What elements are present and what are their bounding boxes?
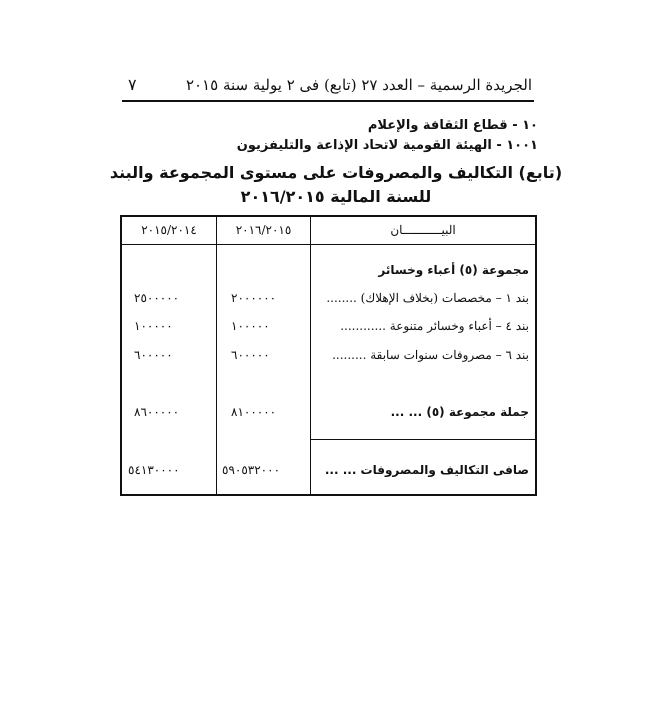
fiscal-year-title: للسنة المالية ٢٠١٦/٢٠١٥: [240, 187, 432, 206]
table-title: (تابع) التكاليف والمصروفات على مستوى المجموعة والبند: [109, 163, 563, 182]
grand-total-2015: ٥٤١٣٠٠٠٠: [128, 463, 180, 477]
budget-table: [120, 215, 537, 496]
row-description: بند ٦ – مصروفات سنوات سابقة .........: [332, 348, 529, 362]
grand-total-divider: [310, 439, 535, 440]
gazette-header: الجريدة الرسمية – العدد ٢٧ (تابع) فى ٢ يولية سنة ٢٠١٥: [185, 76, 532, 94]
column-header-2016: ٢٠١٦/٢٠١٥: [235, 223, 292, 237]
column-header-2015: ٢٠١٥/٢٠١٤: [141, 223, 197, 237]
group-total-2016: ٨١٠٠٠٠٠: [231, 405, 277, 419]
row-value-2015: ٦٠٠٠٠٠: [134, 348, 173, 362]
grand-total-2016: ٥٩٠٥٣٢٠٠٠: [222, 463, 281, 477]
authority-heading: ١٠٠١ - الهيئة القومية لاتحاد الإذاعة والتليفزيون: [236, 138, 538, 153]
column-divider: [216, 217, 217, 494]
row-value-2015: ٢٥٠٠٠٠٠: [134, 291, 180, 305]
column-divider: [310, 217, 311, 494]
grand-total-label: صافى التكاليف والمصروفات ... ...: [324, 463, 529, 477]
sector-heading: ١٠ - قطاع الثقافة والإعلام: [367, 118, 538, 133]
table-header-divider: [122, 244, 535, 245]
group-total-2015: ٨٦٠٠٠٠٠: [134, 405, 180, 419]
column-header-description: البيـــــــــــان: [390, 223, 456, 237]
group-title: مجموعة (٥) أعباء وخسائر: [378, 263, 529, 277]
row-value-2016: ٢٠٠٠٠٠٠: [231, 291, 277, 305]
row-value-2016: ٦٠٠٠٠٠: [231, 348, 270, 362]
header-divider: [122, 100, 534, 102]
group-total-label: جملة مجموعة (٥) ... ...: [390, 405, 529, 419]
page-number: ٧: [128, 75, 137, 94]
row-description: بند ٤ – أعباء وخسائر متنوعة ............: [340, 319, 529, 333]
row-value-2015: ١٠٠٠٠٠: [134, 319, 173, 333]
row-description: بند ١ – مخصصات (بخلاف الإهلاك) ........: [326, 291, 529, 305]
row-value-2016: ١٠٠٠٠٠: [231, 319, 270, 333]
